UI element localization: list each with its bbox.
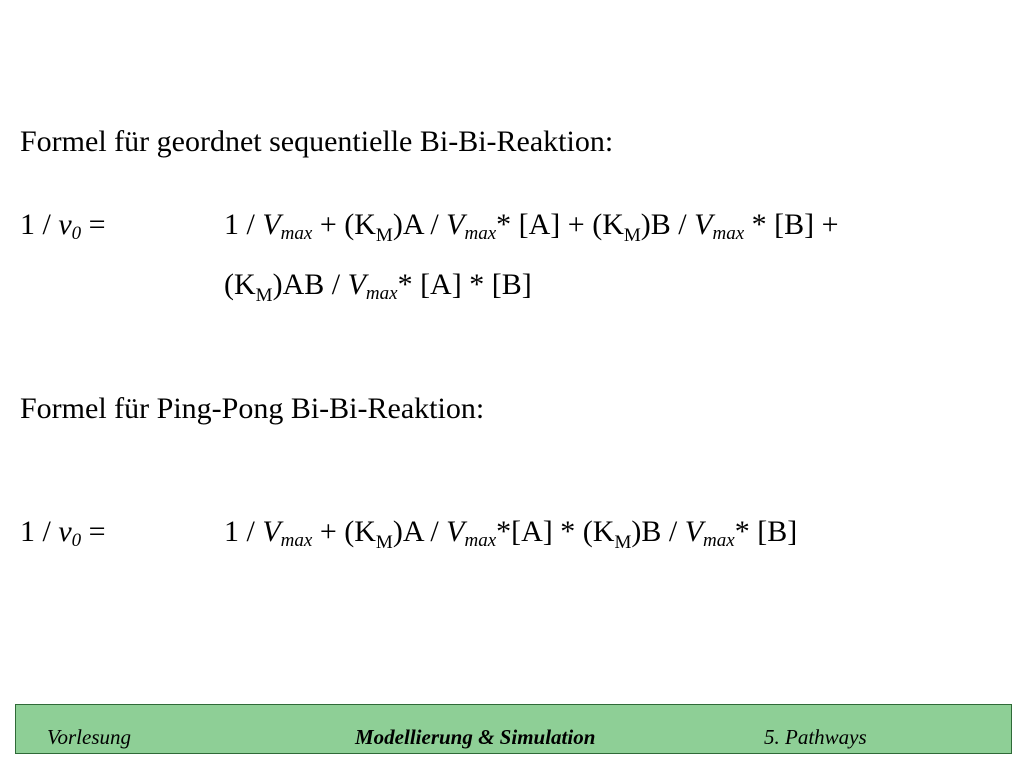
equation-ping-pong-rhs: $1 / V_{max} + (K_M)A / V_{max}*[A] * (K_M)B / V_{max}*$ [B] xyxy=(224,515,798,553)
heading-ping-pong: Formel für Ping-Pong Bi-Bi-Reaktion: xyxy=(20,392,485,425)
equation-ping-pong-lhs: $1 / v_0$ = xyxy=(20,515,106,551)
equation-sequential-lhs: $1 / v_0$ = xyxy=(20,208,106,244)
equation-sequential-rhs-line2: $(K_M)AB / V_{max}*$ [A] * [B] xyxy=(224,268,532,306)
heading-sequential: Formel für geordnet sequentielle Bi-Bi-Reaktion: xyxy=(20,125,614,158)
footer-bar xyxy=(15,704,1012,754)
footer-course-title: Modellierung & Simulation xyxy=(355,725,596,749)
footer-chapter: 5. Pathways xyxy=(764,725,867,749)
footer-lecture-label: Vorlesung xyxy=(47,725,131,749)
equation-sequential-rhs-line1: $1 / V_{max} + (K_M)A / V_{max}*$ $[A] + (K_M)B / V_{max} * [B]$ + xyxy=(224,208,839,246)
